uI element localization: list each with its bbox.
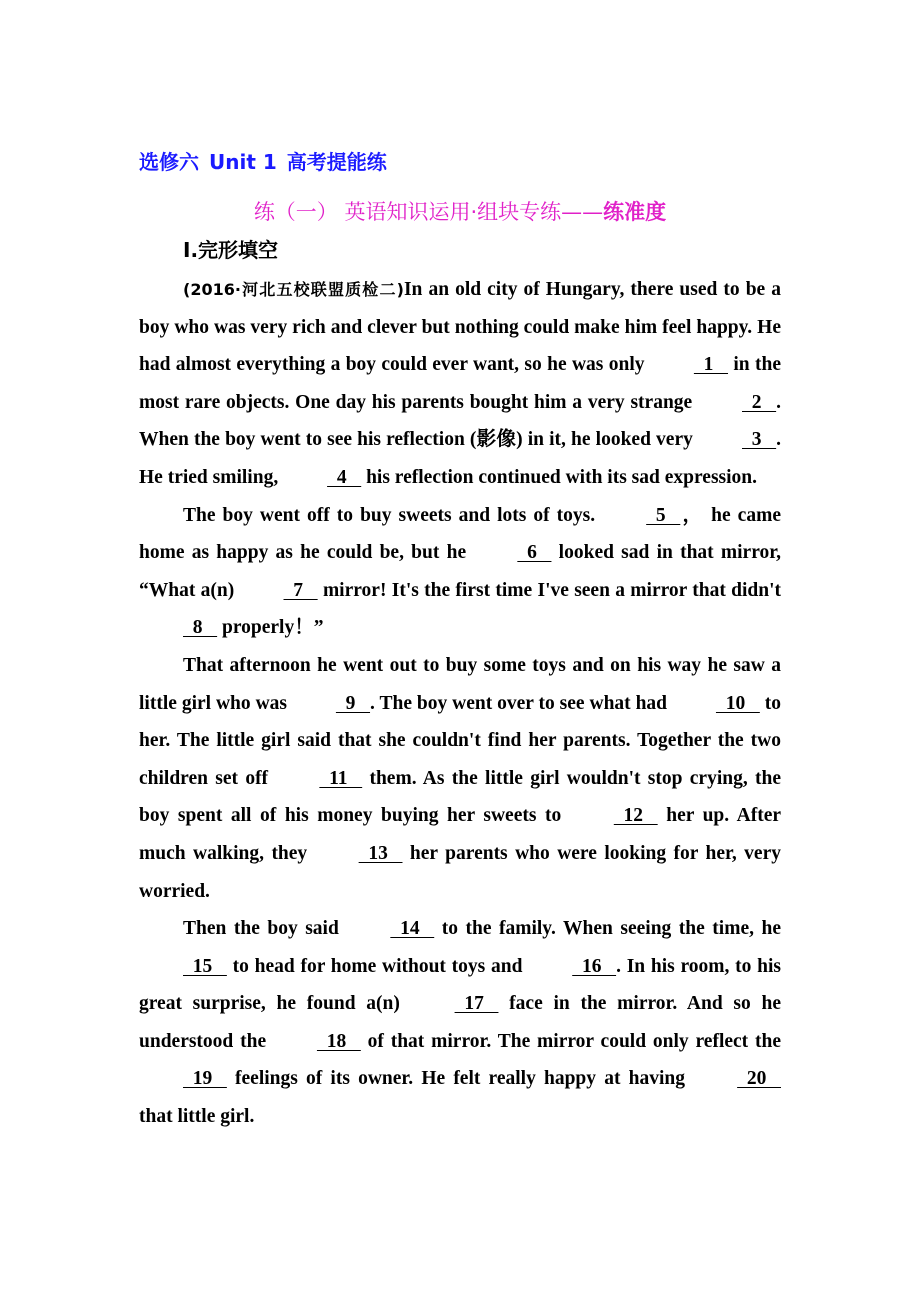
blank-11[interactable]: 11 <box>319 767 363 789</box>
passage-paragraph: Then the boy said 14 to the family. When seeing the time, he 15 to head for home without toys and 16 . In his room, to his great surprise, he found a(n) 17 face in the mirror. And so he understood the 18 of that mirror. The mirror could only reflect the 19 feelings of its owner. He felt really happy at having 20 that little girl. <box>139 910 781 1136</box>
header-title: 高考提能练 <box>286 150 387 174</box>
section-title-emphasis: 练准度 <box>603 200 667 224</box>
header-volume: 选修六 <box>139 150 199 174</box>
blank-3[interactable]: 3 <box>742 429 777 451</box>
exercise-title: Ⅰ.完形填空 <box>183 238 279 262</box>
source-citation: (2016·河北五校联盟质检二) <box>183 280 404 299</box>
blank-4[interactable]: 4 <box>327 466 362 488</box>
passage-paragraph: The boy went off to buy sweets and lots of toys. 5 ， he came home as happy as he could be, but he 6 looked sad in that mirror, “What a(n) 7 mirror! It's the first time I've seen a mirror that didn't 8 properly！” <box>139 497 781 647</box>
header-unit: Unit 1 <box>209 150 277 174</box>
passage-paragraph: (2016·河北五校联盟质检二)In an old city of Hungary, there used to be a boy who was very rich and clever but nothing could make him feel happy. He had almost everything a boy could ever want, so he was only 1 in the most rare objects. One day his parents bought him a very strange 2 . When the boy went to see his reflection (影像) in it, he looked very 3 . He tried smiling, 4 his reflection continued with its sad expression. <box>139 271 781 497</box>
blank-7[interactable]: 7 <box>283 579 318 601</box>
passage-paragraph: That afternoon he went out to buy some toys and on his way he saw a little girl who was 9 . The boy went over to see what had 10 to her. The little girl said that she couldn't find her parents. Together the two children set off 11 them. As the little girl wouldn't stop crying, the boy spent all of his money buying her sweets to 12 her up. After much walking, they 13 her parents who were looking for her, very worried. <box>139 654 782 902</box>
blank-16[interactable]: 16 <box>572 955 617 977</box>
blank-19[interactable]: 19 <box>183 1068 227 1090</box>
blank-1[interactable]: 1 <box>693 354 729 376</box>
blank-5[interactable]: 5 <box>646 504 681 526</box>
section-title <box>0 196 920 226</box>
blank-6[interactable]: 6 <box>517 542 552 564</box>
blank-8[interactable]: 8 <box>183 617 218 639</box>
blank-10[interactable]: 10 <box>715 692 760 714</box>
blank-18[interactable]: 18 <box>316 1030 361 1052</box>
blank-20[interactable]: 20 <box>737 1068 781 1090</box>
blank-9[interactable]: 9 <box>335 692 371 714</box>
blank-14[interactable]: 14 <box>390 918 435 940</box>
section-title-prefix: 练（一） 英语知识运用·组块专练—— <box>253 200 604 224</box>
page-header <box>139 146 387 175</box>
cloze-passage <box>139 271 781 1136</box>
blank-15[interactable]: 15 <box>183 955 227 977</box>
blank-17[interactable]: 17 <box>454 993 499 1015</box>
blank-2[interactable]: 2 <box>742 391 777 413</box>
blank-12[interactable]: 12 <box>613 805 658 827</box>
blank-13[interactable]: 13 <box>358 842 403 864</box>
